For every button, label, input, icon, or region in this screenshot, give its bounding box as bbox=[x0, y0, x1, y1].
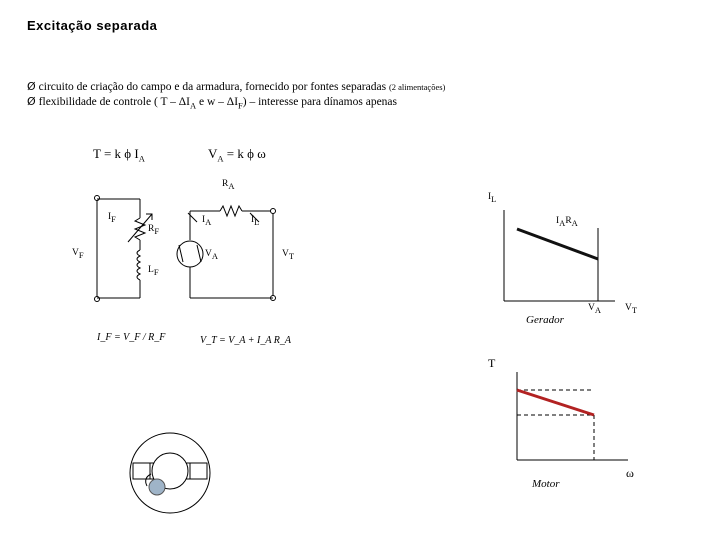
gen-caption: Gerador bbox=[526, 314, 564, 326]
machine-cross-section bbox=[130, 433, 210, 513]
armature-terminal-top bbox=[271, 209, 276, 214]
motor-y-label: T bbox=[488, 356, 496, 370]
ra-label: $R_A$ bbox=[222, 179, 235, 191]
ia-label: $I_A$ bbox=[202, 215, 212, 227]
gen-va-label: $V_A$ bbox=[588, 303, 602, 315]
lf-label: $L_F$ bbox=[148, 265, 159, 277]
motor-x-label: ω bbox=[626, 466, 634, 480]
motor-characteristic-line bbox=[517, 390, 594, 415]
vt-label: $V_T$ bbox=[282, 249, 295, 261]
armature-resistor bbox=[220, 206, 242, 216]
gen-y-label: $I_L$ bbox=[488, 192, 497, 204]
bullet-arrow-icon: Ø bbox=[27, 95, 36, 108]
rf-label: $R_F$ bbox=[148, 224, 160, 236]
motor-chart bbox=[517, 372, 628, 460]
bullet-1-text: circuito de criação do campo e da armadura, fornecido por fontes separadas bbox=[38, 81, 387, 93]
bullet-2-sub1: A bbox=[190, 100, 197, 111]
bullet-2-end: ) – interesse para dínamos apenas bbox=[242, 96, 397, 108]
armature-brush-right bbox=[197, 245, 201, 262]
field-terminal-top bbox=[95, 196, 100, 201]
torque-equation: T = k ϕ $I_A$ bbox=[93, 146, 145, 164]
bullet-2-sub2: F bbox=[238, 100, 243, 111]
motor-caption: Motor bbox=[532, 478, 560, 490]
field-resistor bbox=[135, 218, 145, 240]
field-terminal-bottom bbox=[95, 297, 100, 302]
bullet-2-text: flexibilidade de controle ( T – ΔI bbox=[38, 96, 190, 108]
vf-label: $V_F$ bbox=[72, 248, 84, 260]
gen-characteristic-line bbox=[517, 229, 598, 259]
circuit-diagram bbox=[95, 196, 276, 302]
rotor-winding bbox=[149, 479, 165, 495]
bullet-2-mid: e w – ΔI bbox=[196, 96, 239, 108]
if-formula: I_F = V_F / R_F bbox=[97, 332, 166, 343]
gen-drop-label: $I_AR_A$ bbox=[556, 216, 578, 228]
voltage-equation: $V_A = k$ ϕ ω bbox=[208, 146, 266, 164]
va-label: $V_A$ bbox=[205, 249, 219, 261]
bullet-1-note: (2 alimentações) bbox=[388, 82, 446, 92]
il-label: $I_L$ bbox=[251, 215, 260, 227]
field-inductor bbox=[137, 250, 140, 280]
armature-brush-left bbox=[179, 245, 183, 262]
ia-arrow bbox=[188, 213, 197, 222]
vt-formula: V_T = V_A + I_A R_A bbox=[200, 335, 291, 346]
slide-title: Excitação separada bbox=[27, 18, 158, 33]
if-label: $I_F$ bbox=[108, 212, 116, 224]
bullet-arrow-icon: Ø bbox=[27, 80, 36, 93]
gen-vt-label: $V_T$ bbox=[625, 303, 638, 315]
